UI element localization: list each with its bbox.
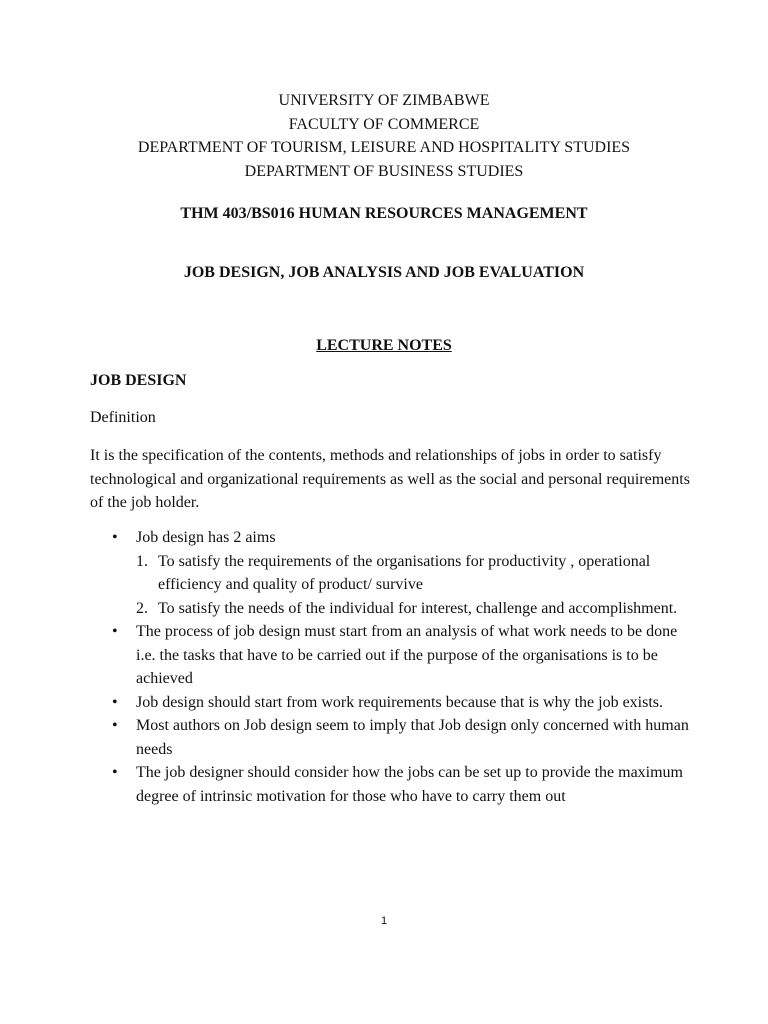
- sublist-text: To satisfy the needs of the individual for interest, challenge and accomplishment.: [158, 599, 678, 617]
- university-name: UNIVERSITY OF ZIMBABWE: [278, 92, 490, 109]
- topic-title: JOB DESIGN, JOB ANALYSIS AND JOB EVALUATION: [183, 264, 585, 281]
- list-item: [90, 714, 690, 761]
- bullet-marker: •: [112, 764, 118, 781]
- sublist-item: [136, 597, 690, 621]
- bullet-text: The process of job design must start from an analysis of what work needs to be done i.e. the tasks that have to be carried out if the purpose of the organisations is to be achieved: [136, 623, 678, 687]
- sublist-item: [136, 550, 690, 597]
- faculty-name: FACULTY OF COMMERCE: [288, 115, 480, 133]
- bullet-text: Job design should start from work requirements because that is why the job exists.: [136, 693, 664, 711]
- bullet-marker: •: [112, 623, 118, 640]
- bullet-text: Job design has 2 aims: [136, 529, 276, 546]
- definition-label: Definition: [90, 409, 156, 426]
- bullet-marker: •: [112, 717, 118, 734]
- page-number: 1: [380, 915, 388, 927]
- list-item: [90, 620, 690, 691]
- sublist-text: To satisfy the requirements of the organisations for productivity , operational efficiency and quality of product/ survive: [158, 552, 651, 593]
- definition-text: It is the specification of the contents, methods and relationships of jobs in order to satisfy technological and organizational requirements as well as the social and personal requirements of the job holder.: [90, 447, 690, 511]
- sublist-marker: 2.: [136, 599, 148, 617]
- bullet-marker: •: [112, 693, 118, 711]
- sublist-marker: 1.: [136, 552, 148, 570]
- lecture-notes-title: LECTURE NOTES: [316, 337, 452, 354]
- course-title: THM 403/BS016 HUMAN RESOURCES MANAGEMENT: [180, 205, 588, 222]
- bullet-list: [90, 526, 690, 808]
- institution-header: [0, 89, 768, 183]
- numbered-sublist: [136, 550, 690, 621]
- list-item: [90, 691, 690, 715]
- department-name-tourism: DEPARTMENT OF TOURISM, LEISURE AND HOSPITALITY STUDIES: [137, 139, 631, 156]
- bullet-text: Most authors on Job design seem to imply that Job design only concerned with human needs: [136, 717, 689, 758]
- bullet-text: The job designer should consider how the jobs can be set up to provide the maximum degree of intrinsic motivation for those who have to carry them out: [136, 764, 683, 805]
- list-item: [90, 761, 690, 808]
- bullet-marker: •: [112, 529, 118, 546]
- list-item: [90, 526, 690, 620]
- section-heading: JOB DESIGN: [90, 372, 187, 389]
- department-name-business: DEPARTMENT OF BUSINESS STUDIES: [244, 162, 524, 180]
